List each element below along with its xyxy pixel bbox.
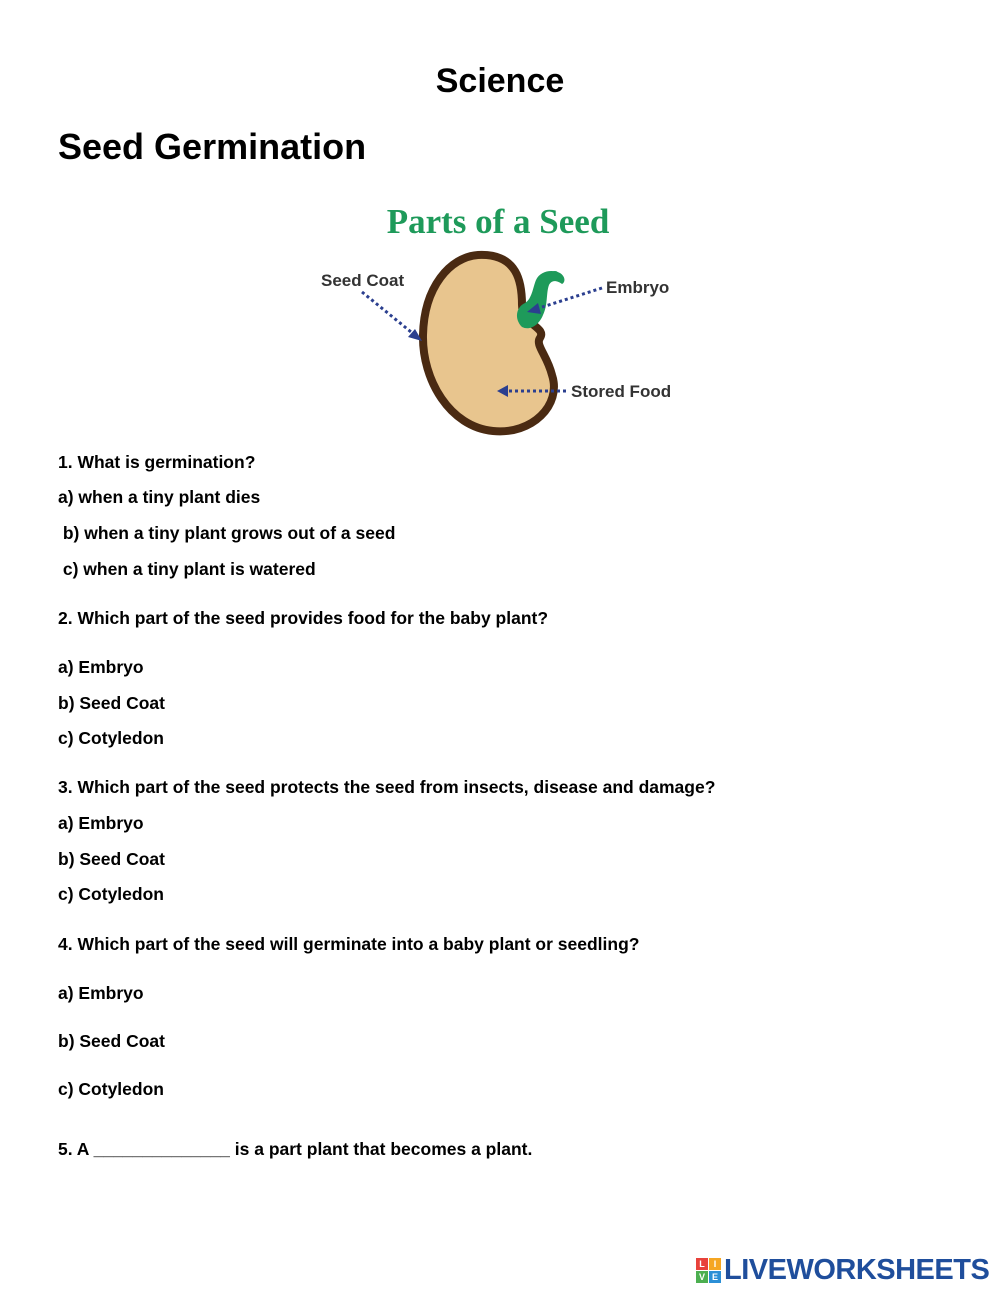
liveworksheets-logo <box>696 1255 989 1285</box>
question-4: 4. Which part of the seed will germinate into a baby plant or seedling? <box>58 934 640 954</box>
q2-option-b[interactable]: b) Seed Coat <box>58 693 165 713</box>
q1-option-b[interactable]: b) when a tiny plant grows out of a seed <box>58 523 396 543</box>
q2-option-a[interactable]: a) Embryo <box>58 657 144 677</box>
q4-option-b[interactable]: b) Seed Coat <box>58 1031 165 1051</box>
page-title: Seed Germination <box>58 126 367 167</box>
badge-letter-l: L <box>696 1258 708 1270</box>
question-5[interactable]: 5. A ______________ is a part plant that becomes a plant. <box>58 1139 533 1159</box>
q4-option-a[interactable]: a) Embryo <box>58 983 144 1003</box>
q4-option-c[interactable]: c) Cotyledon <box>58 1079 164 1099</box>
q3-option-b[interactable]: b) Seed Coat <box>58 849 165 869</box>
label-seed-coat: Seed Coat <box>321 271 405 290</box>
logo-brand-text: LIVEWORKSHEETS <box>724 1253 990 1286</box>
badge-letter-v: V <box>696 1271 708 1283</box>
question-2: 2. Which part of the seed provides food for the baby plant? <box>58 608 549 628</box>
seed-body <box>423 255 554 431</box>
q3-option-a[interactable]: a) Embryo <box>58 813 144 833</box>
q2-option-c[interactable]: c) Cotyledon <box>58 728 164 748</box>
question-1: 1. What is germination? <box>58 452 256 472</box>
label-embryo: Embryo <box>606 278 670 297</box>
badge-letter-e: E <box>709 1271 721 1283</box>
q1-option-c[interactable]: c) when a tiny plant is watered <box>58 559 316 579</box>
q3-option-c[interactable]: c) Cotyledon <box>58 884 164 904</box>
badge-letter-i: I <box>709 1258 721 1270</box>
parts-of-seed-diagram <box>300 195 700 440</box>
label-stored-food: Stored Food <box>571 382 672 401</box>
q1-option-a[interactable]: a) when a tiny plant dies <box>58 487 261 507</box>
seed-coat-arrow <box>362 292 416 336</box>
question-3: 3. Which part of the seed protects the seed from insects, disease and damage? <box>58 777 716 797</box>
diagram-title: Parts of a Seed <box>386 202 610 241</box>
logo-badge <box>696 1258 721 1283</box>
embryo-tip <box>551 271 559 279</box>
subject-heading: Science <box>435 62 565 100</box>
